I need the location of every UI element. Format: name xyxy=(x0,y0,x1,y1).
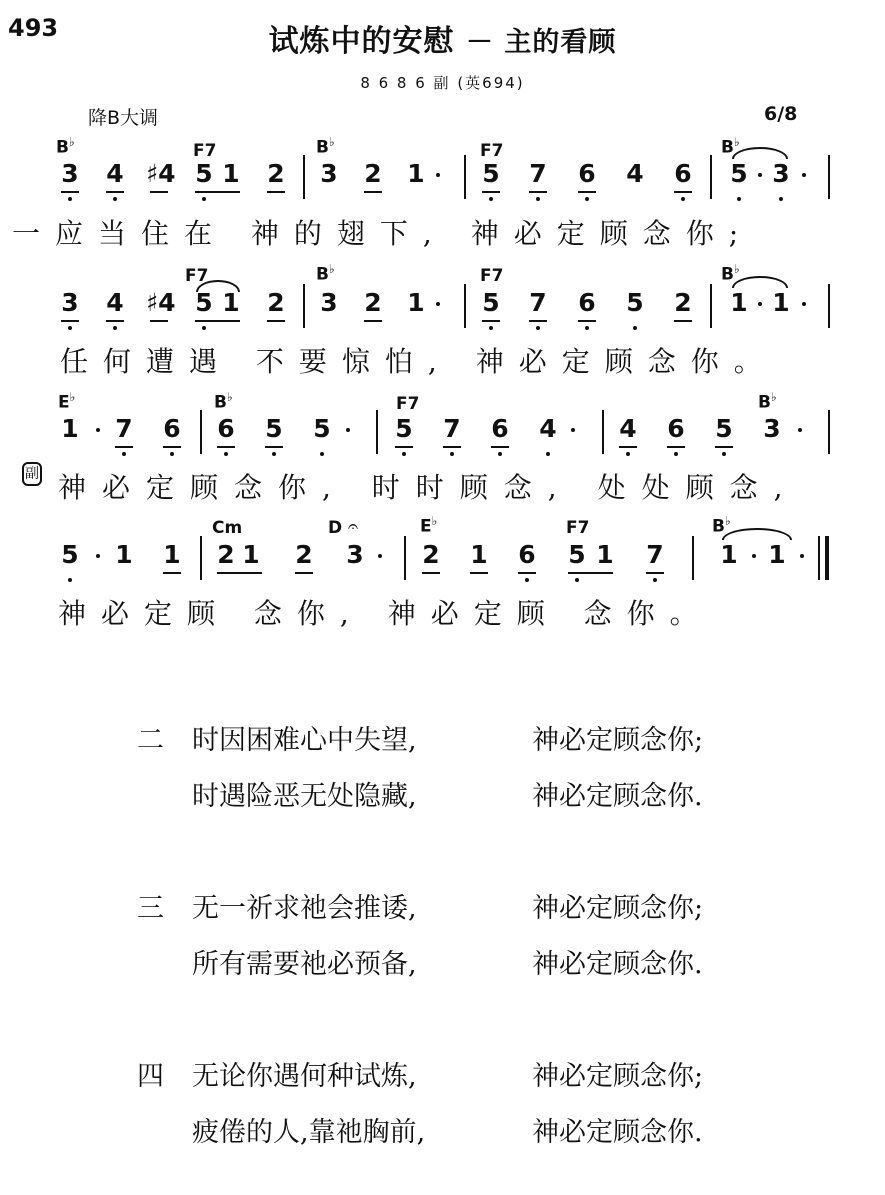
note: 1 xyxy=(470,540,488,569)
note: 4 xyxy=(106,159,124,188)
chord-bflat: B♭ xyxy=(721,262,740,285)
note: 4 xyxy=(539,414,557,443)
verse-response: 神必定顾念你. xyxy=(532,949,703,980)
lyrics-line-3: 神必定顾念你, 时时顾念, 处处顾念, xyxy=(58,471,799,504)
note: 2 xyxy=(267,159,285,188)
hymn-subtitle: － 主的看顾 xyxy=(466,27,617,58)
note: 3 xyxy=(763,414,781,443)
note: 6 xyxy=(578,288,596,317)
note: 6 xyxy=(578,159,596,188)
note: 6 xyxy=(163,414,181,443)
verse-response: 神必定顾念你; xyxy=(532,1061,704,1092)
note: 3 xyxy=(772,159,790,188)
note: 2 xyxy=(422,540,440,569)
barline xyxy=(303,284,305,328)
tie xyxy=(732,276,788,288)
chord-bflat: B♭ xyxy=(56,135,75,158)
note: 4 xyxy=(619,414,637,443)
verse-number: 二 xyxy=(137,725,164,756)
chord-bflat: B♭ xyxy=(214,390,233,413)
verse-response: 神必定顾念你. xyxy=(532,781,703,812)
verse-line: 时遇险恶无处隐藏, xyxy=(192,781,417,812)
note: 5 xyxy=(482,159,500,188)
barline xyxy=(303,155,305,199)
chord-cm: Cm xyxy=(212,518,243,538)
note: 7 xyxy=(443,414,461,443)
note: 4 xyxy=(106,288,124,317)
barline xyxy=(464,155,466,199)
barline xyxy=(376,410,378,454)
key-signature: 降B大调 xyxy=(88,107,159,129)
lyrics-line-4: 神必定顾 念你, 神必定顾 念你。 xyxy=(58,597,713,630)
note: 1 xyxy=(115,540,133,569)
chord-bflat: B♭ xyxy=(758,390,777,413)
chord-f7: F7 xyxy=(566,518,590,538)
hymn-number: 493 xyxy=(8,14,59,42)
verse-line: 无论你遇何种试炼, xyxy=(192,1061,417,1092)
note: 5 xyxy=(715,414,733,443)
note: 2 xyxy=(267,288,285,317)
barline xyxy=(692,536,694,580)
barline xyxy=(200,410,202,454)
note: 1 xyxy=(407,288,425,317)
note: 1 xyxy=(61,414,79,443)
note: 5 xyxy=(195,159,213,188)
lyrics-line-1: 一应当住在 神的翅下, 神必定顾念你; xyxy=(12,217,754,250)
verse-number: 四 xyxy=(137,1061,164,1092)
verse-line: 疲倦的人,靠祂胸前, xyxy=(192,1117,426,1148)
note: 5 xyxy=(626,288,644,317)
lyrics-line-2: 任何遭遇 不要惊怕, 神必定顾念你。 xyxy=(60,345,777,378)
note: 1 xyxy=(242,540,260,569)
barline xyxy=(828,410,830,454)
verse-response: 神必定顾念你; xyxy=(532,725,704,756)
barline xyxy=(818,536,820,580)
note: 5 xyxy=(195,288,213,317)
note: 5 xyxy=(61,540,79,569)
note: 5 xyxy=(730,159,748,188)
barline xyxy=(828,155,830,199)
note: 3 xyxy=(61,159,79,188)
chord-bflat: B♭ xyxy=(316,262,335,285)
note: 3 xyxy=(61,288,79,317)
barline xyxy=(404,536,406,580)
note: 6 xyxy=(491,414,509,443)
chord-f7: F7 xyxy=(185,266,209,286)
hymn-title-block xyxy=(0,16,885,60)
note: 1 xyxy=(768,540,786,569)
note: 2 xyxy=(364,288,382,317)
time-signature: 6/8 xyxy=(764,103,798,125)
note: 7 xyxy=(529,159,547,188)
chord-bflat: B♭ xyxy=(721,135,740,158)
meter-line: 8 6 8 6 副 (英694) xyxy=(360,74,525,92)
note: 1 xyxy=(163,540,181,569)
verse-number: 三 xyxy=(137,893,164,924)
note: 1 xyxy=(720,540,738,569)
verse-line: 所有需要祂必预备, xyxy=(192,949,417,980)
barline xyxy=(200,536,202,580)
verse-line: 无一祈求祂会推诿, xyxy=(192,893,417,924)
note: 2 xyxy=(674,288,692,317)
note: 2 xyxy=(295,540,313,569)
fermata-icon: 𝄐 xyxy=(348,516,359,537)
tie xyxy=(722,528,792,540)
note: 6 xyxy=(674,159,692,188)
barline xyxy=(602,410,604,454)
note: 5 xyxy=(265,414,283,443)
note: 6 xyxy=(518,540,536,569)
note: 3 xyxy=(320,288,338,317)
chord-eflat: E♭ xyxy=(58,390,76,413)
note: 3 xyxy=(320,159,338,188)
note: 1 xyxy=(407,159,425,188)
final-barline xyxy=(825,536,829,580)
tie xyxy=(732,147,788,159)
note: 1 xyxy=(596,540,614,569)
note: 2 xyxy=(364,159,382,188)
note: 2 xyxy=(217,540,235,569)
verse-line: 时因困难心中失望, xyxy=(192,725,417,756)
note: 5 xyxy=(313,414,331,443)
verse-response: 神必定顾念你. xyxy=(532,1117,703,1148)
barline xyxy=(710,284,712,328)
chord-f7: F7 xyxy=(396,394,420,414)
note: 6 xyxy=(217,414,235,443)
verse-response: 神必定顾念你; xyxy=(532,893,704,924)
note: 7 xyxy=(529,288,547,317)
chord-bflat: B♭ xyxy=(316,135,335,158)
chord-f7: F7 xyxy=(480,266,504,286)
note: 3 xyxy=(346,540,364,569)
note: ♯4 xyxy=(146,288,176,317)
barline xyxy=(828,284,830,328)
note: 7 xyxy=(646,540,664,569)
chord-bflat: B♭ xyxy=(712,514,731,537)
chord-d: D xyxy=(328,518,343,538)
note: 5 xyxy=(482,288,500,317)
note: ♯4 xyxy=(146,159,176,188)
hymn-title: 试炼中的安慰 xyxy=(268,24,455,59)
chord-eflat: E♭ xyxy=(420,514,438,537)
note: 4 xyxy=(626,159,644,188)
barline xyxy=(710,155,712,199)
note: 6 xyxy=(667,414,685,443)
note: 1 xyxy=(730,288,748,317)
note: 5 xyxy=(395,414,413,443)
note: 5 xyxy=(568,540,586,569)
chord-f7: F7 xyxy=(480,141,504,161)
note: 1 xyxy=(772,288,790,317)
chord-f7: F7 xyxy=(193,141,217,161)
refrain-mark: 副 xyxy=(22,462,42,486)
note: 1 xyxy=(222,288,240,317)
note: 1 xyxy=(222,159,240,188)
note: 7 xyxy=(115,414,133,443)
barline xyxy=(464,284,466,328)
